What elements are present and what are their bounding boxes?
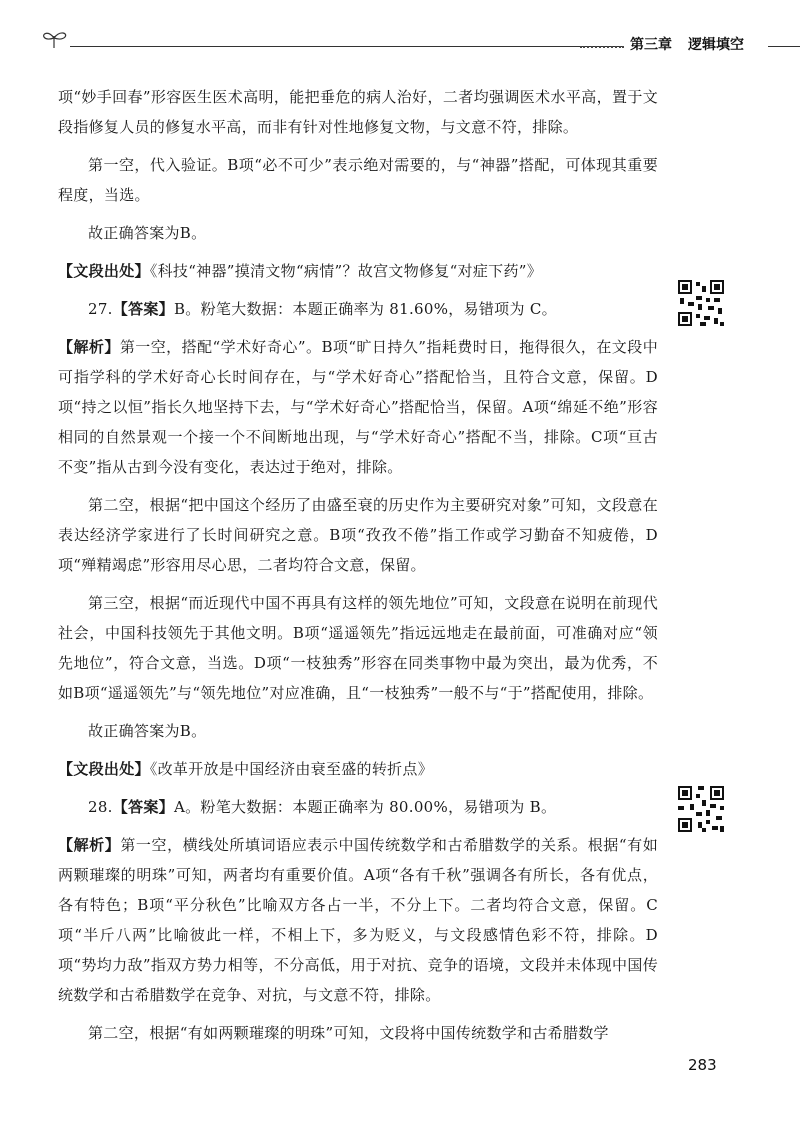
analysis-paragraph xyxy=(58,332,658,482)
qr-code-icon[interactable] xyxy=(676,278,726,328)
answer-line xyxy=(58,294,658,324)
source-title: 《改革开放是中国经济由衰至盛的转折点》 xyxy=(149,760,434,778)
page-body xyxy=(58,82,658,1056)
section-name: 逻辑填空 xyxy=(688,37,744,53)
answer-label: 【答案】 xyxy=(112,798,174,816)
header-dots xyxy=(580,46,624,48)
source-line xyxy=(58,256,658,286)
answer-line xyxy=(58,792,658,822)
paragraph: 故正确答案为B。 xyxy=(88,722,207,740)
paragraph: 第二空，根据“把中国这个经历了由盛至衰的历史作为主要研究对象”可知，文段意在表达经济学家进行了长时间研究之意。B项“孜孜不倦”指工作或学习勤奋不知疲倦，D项“殚精竭虑”形容用尽心思，二者均符合文意，保留。 xyxy=(58,496,658,574)
running-header xyxy=(40,28,800,58)
analysis-paragraph xyxy=(58,830,658,1010)
source-label: 【文段出处】 xyxy=(58,262,150,280)
answer-label: 【答案】 xyxy=(112,300,174,318)
header-rule-right xyxy=(768,46,800,47)
paragraph: 第三空，根据“而近现代中国不再具有这样的领先地位”可知，文段意在说明在前现代社会，中国科技领先于其他文明。B项“遥遥领先”指远远地走在最前面，可准确对应“领先地位”，符合文意，当选。D项“一枝独秀”形容在同类事物中最为突出，最为优秀，不如B项“遥遥领先”与“领先地位”对应准确，且“一枝独秀”一般不与“于”搭配使用，排除。 xyxy=(58,594,658,702)
source-title: 《科技“神器”摸清文物“病情”？故宫文物修复“对症下药”》 xyxy=(149,262,543,280)
analysis-text: 第一空，横线处所填词语应表示中国传统数学和古希腊数学的关系。根据“有如两颗璀璨的明珠”可知，两者均有重要价值。A项“各有千秋”强调各有所长，各有优点，各有特色；B项“平分秋色”比喻双方各占一半，不分上下。二者均符合文意，保留。C项“半斤八两”比喻彼此一样，不相上下，多为贬义，与文段感情色彩不符，排除。D项“势均力敌”指双方势力相等，不分高低，用于对抗、竞争的语境，文段并未体现中国传统数学和古希腊数学在竞争、对抗，与文意不符，排除。 xyxy=(58,836,659,1004)
paragraph: 第二空，根据“有如两颗璀璨的明珠”可知，文段将中国传统数学和古希腊数学 xyxy=(88,1024,609,1042)
page-number: 283 xyxy=(688,1056,717,1074)
qr-code-icon[interactable] xyxy=(676,784,726,834)
chapter-number: 第三章 xyxy=(630,37,672,53)
sprout-icon xyxy=(40,28,70,50)
analysis-label: 【解析】 xyxy=(58,338,120,356)
paragraph: 故正确答案为B。 xyxy=(88,224,207,242)
answer-text: A。粉笔大数据：本题正确率为 80.00%，易错项为 B。 xyxy=(173,798,557,816)
source-line xyxy=(58,754,658,784)
header-rule xyxy=(70,46,622,47)
question-number: 28. xyxy=(88,798,113,816)
question-number: 27. xyxy=(88,300,113,318)
paragraph: 第一空，代入验证。B项“必不可少”表示绝对需要的，与“神器”搭配，可体现其重要程度，当选。 xyxy=(58,156,658,204)
chapter-title xyxy=(630,34,744,54)
analysis-text: 第一空，搭配“学术好奇心”。B项“旷日持久”指耗费时日，拖得很久，在文段中可指学科的学术好奇心长时间存在，与“学术好奇心”搭配恰当，且符合文意，保留。D项“持之以恒”指长久地坚持下去，与“学术好奇心”搭配恰当，保留。A项“绵延不绝”形容相同的自然景观一个接一个不间断地出现，与“学术好奇心”搭配不当，排除。C项“亘古不变”指从古到今没有变化，表达过于绝对，排除。 xyxy=(58,338,658,476)
paragraph: 项“妙手回春”形容医生医术高明，能把垂危的病人治好，二者均强调医术水平高，置于文段指修复人员的修复水平高，而非有针对性地修复文物，与文意不符，排除。 xyxy=(58,88,658,136)
answer-text: B。粉笔大数据：本题正确率为 81.60%，易错项为 C。 xyxy=(173,300,557,318)
analysis-label: 【解析】 xyxy=(58,836,121,854)
source-label: 【文段出处】 xyxy=(58,760,150,778)
